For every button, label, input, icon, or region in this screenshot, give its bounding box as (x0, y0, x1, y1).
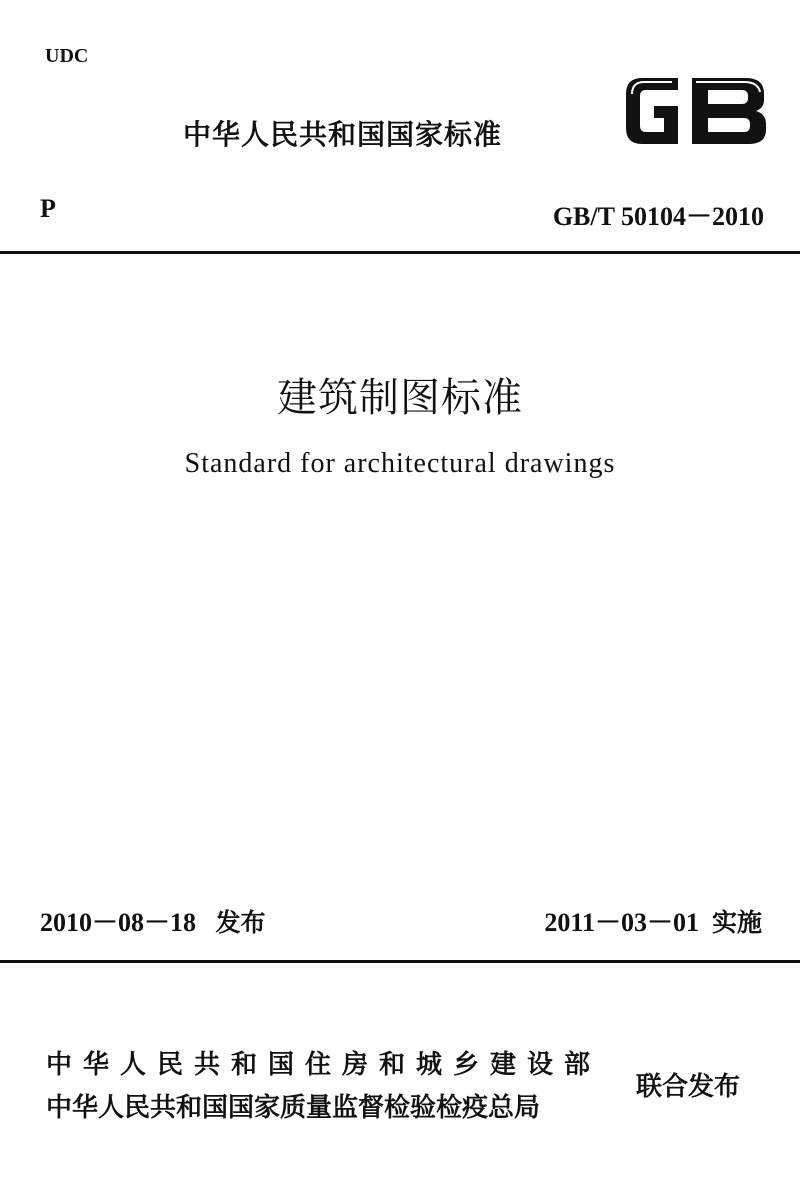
bottom-divider (0, 960, 800, 963)
standard-number: GB/T 50104－2010 (552, 202, 764, 231)
classification-code: P (40, 194, 56, 223)
document-title-chinese: 建筑制图标准 (277, 375, 523, 421)
implement-date-line (544, 902, 762, 939)
issuer-aqsiq: 中华人民共和国国家质量监督检验检疫总局 (46, 1093, 541, 1123)
document-title-english: Standard for architectural drawings (184, 448, 616, 479)
issue-date: 2010－08－18 (40, 908, 197, 937)
gb-logo (620, 72, 770, 150)
gb-logo-graphic (620, 72, 770, 150)
udc-label: UDC (45, 45, 89, 67)
implement-date: 2011－03－01 (544, 908, 699, 937)
implement-label: 实施 (711, 908, 762, 937)
joint-issue-label: 联合发布 (636, 1072, 741, 1102)
top-divider (0, 251, 800, 254)
issue-date-line (40, 902, 266, 939)
org-title: 中华人民共和国国家标准 (183, 118, 503, 151)
issue-label: 发布 (215, 908, 266, 937)
issuer-ministry-housing: 中华人民共和国住房和城乡建设部 (46, 1050, 602, 1080)
